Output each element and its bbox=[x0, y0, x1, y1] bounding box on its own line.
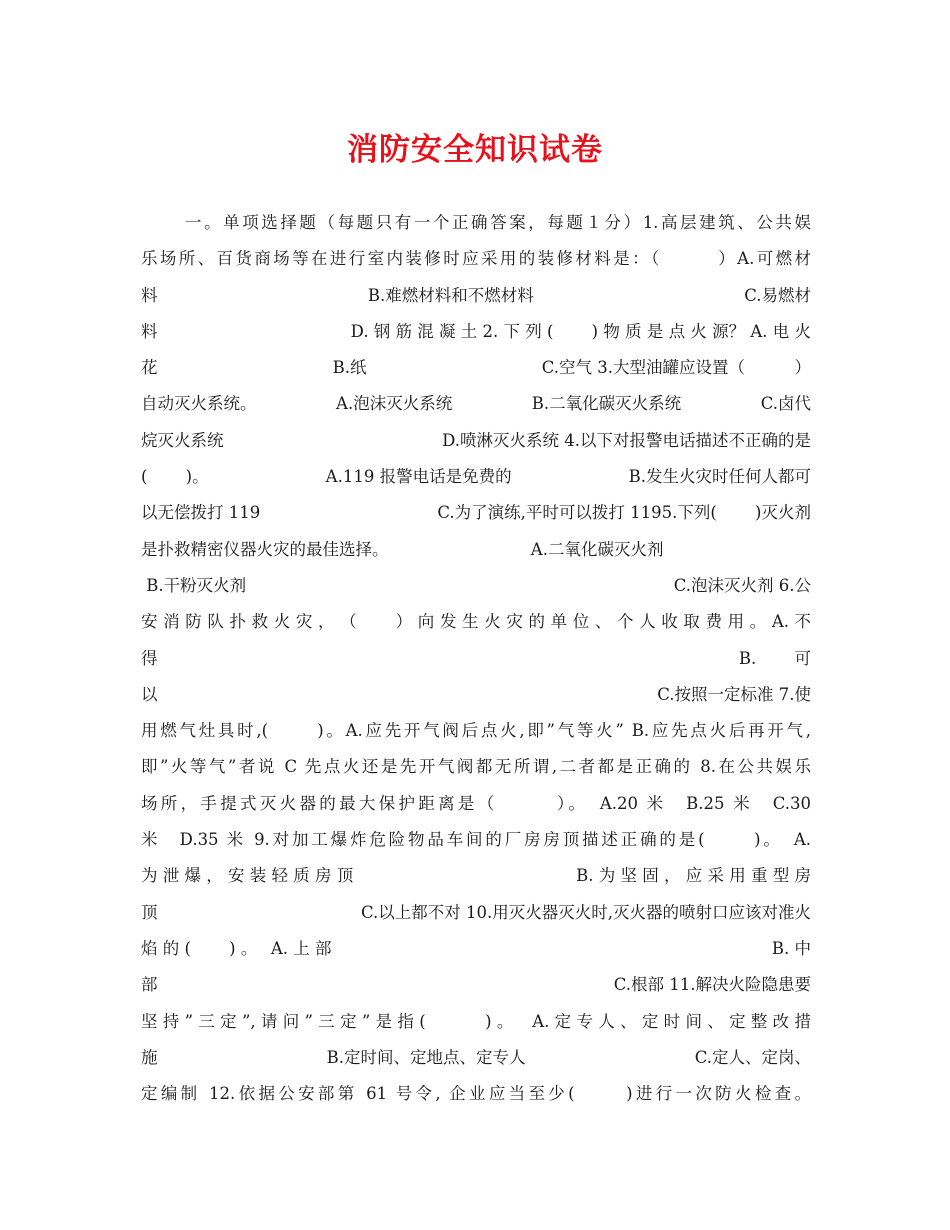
text-segment: 一。单项选择题（每题只有一个正确答案，每题１分）1.高层建筑、公共娱 bbox=[185, 213, 811, 232]
text-segment: A.泡沫灭火系统 bbox=[336, 394, 453, 414]
text-segment: B.干粉灭火剂 bbox=[141, 575, 247, 595]
text-segment: C.按照一定标准 7.使 bbox=[657, 684, 811, 704]
text-segment: A.119 报警电话是免费的 bbox=[325, 467, 512, 487]
text-segment: C.泡沫灭火剂 6.公 bbox=[673, 575, 811, 595]
text-segment: 用燃气灶具时,( )。A.应先开气阀后点火,即”气等火” B.应先点火后再开气, bbox=[141, 721, 811, 741]
text-segment: C.定人、定岗、 bbox=[694, 1047, 811, 1067]
text-segment: 乐场所、百货商场等在进行室内装修时应采用的装修材料是：（ ）A.可燃材 bbox=[141, 249, 811, 269]
text-segment: B. 为 坚 固 ， 应 采 用 重 型 房 bbox=[576, 866, 811, 886]
text-segment: B.纸 bbox=[332, 358, 367, 378]
text-segment: C.为了演练,平时可以拨打 1195.下列( )灭火剂 bbox=[437, 503, 811, 523]
text-segment: 以无偿拨打 119 bbox=[141, 503, 261, 523]
text-segment: 料 bbox=[141, 285, 158, 305]
text-line bbox=[141, 604, 811, 640]
text-segment: 得 bbox=[141, 648, 158, 668]
text-segment: 花 bbox=[141, 358, 158, 378]
text-segment: B. 可 bbox=[738, 648, 811, 668]
text-line bbox=[141, 1076, 811, 1112]
text-line bbox=[141, 459, 811, 495]
text-segment: 米 D.35 米 9.对加工爆炸危险物品车间的厂房房顶描述正确的是( )。 A. bbox=[141, 830, 811, 850]
text-line bbox=[141, 350, 811, 386]
text-line bbox=[141, 495, 811, 531]
text-segment: 以 bbox=[141, 684, 158, 704]
text-line bbox=[141, 931, 811, 967]
text-line bbox=[141, 1004, 811, 1040]
text-segment: 场所，手提式灭火器的最大保护距离是（ ）。 A.20 米 B.25 米 C.30 bbox=[141, 793, 811, 813]
text-segment: 部 bbox=[141, 975, 158, 995]
text-segment: C.卤代 bbox=[760, 394, 811, 414]
text-line bbox=[141, 967, 811, 1003]
text-segment: C.空气 3.大型油罐应设置（ ） bbox=[541, 358, 811, 378]
text-segment: B.二氧化碳灭火系统 bbox=[531, 394, 682, 414]
text-line bbox=[141, 713, 811, 749]
text-line bbox=[141, 822, 811, 858]
document-title: 消防安全知识试卷 bbox=[347, 132, 603, 168]
text-line bbox=[141, 314, 811, 350]
text-segment: C.根部 11.解决火险隐患要 bbox=[613, 975, 811, 995]
text-segment bbox=[806, 532, 811, 568]
text-line bbox=[141, 205, 811, 241]
text-segment: 定编制 12.依据公安部第 61 号令, 企业应当至少( )进行一次防火检查。 bbox=[141, 1084, 811, 1104]
text-segment: B.难燃材料和不燃材料 bbox=[367, 285, 534, 305]
text-line bbox=[141, 677, 811, 713]
text-line bbox=[141, 895, 811, 931]
text-segment: A.二氧化碳灭火剂 bbox=[530, 539, 664, 559]
text-line bbox=[141, 423, 811, 459]
text-segment: 是扑救精密仪器火灾的最佳选择。 bbox=[141, 539, 389, 559]
text-segment: D.喷淋灭火系统 4.以下对报警电话描述不正确的是 bbox=[442, 430, 811, 450]
text-segment: 为 泄 爆 ， 安 装 轻 质 房 顶 bbox=[141, 866, 354, 886]
text-segment: 坚持”三定”,请问”三定”是指( )。 A.定专人、定时间、定整改措 bbox=[141, 1011, 811, 1031]
text-line bbox=[141, 749, 811, 785]
text-segment: C.易燃材 bbox=[744, 285, 811, 305]
text-line bbox=[141, 386, 811, 422]
text-segment: B.发生火灾时任何人都可 bbox=[628, 467, 811, 487]
text-segment: ( )。 bbox=[141, 467, 209, 487]
text-line bbox=[141, 858, 811, 894]
text-line bbox=[141, 278, 811, 314]
text-segment: 施 bbox=[141, 1047, 158, 1067]
text-segment: C.以上都不对 10.用灭火器灭火时,灭火器的喷射口应该对准火 bbox=[360, 902, 811, 922]
text-line bbox=[141, 532, 811, 568]
text-segment: 即”火等气”者说 C 先点火还是先开气阀都无所谓,二者都是正确的 8.在公共娱乐 bbox=[141, 757, 811, 777]
text-segment: 焰 的 ( ) 。 A. 上 部 bbox=[141, 938, 332, 958]
text-segment: B.定时间、定地点、定专人 bbox=[326, 1047, 526, 1067]
question-body bbox=[141, 205, 811, 1112]
text-line bbox=[141, 241, 811, 277]
text-segment: D. 钢 筋 混 凝 土 2. 下 列 ( ) 物 质 是 点 火 源？ A. 电 火 bbox=[350, 321, 811, 341]
text-segment: 料 bbox=[141, 321, 158, 341]
text-segment: B. 中 bbox=[771, 938, 811, 958]
text-line bbox=[141, 1040, 811, 1076]
text-segment: 烷灭火系统 bbox=[141, 430, 224, 450]
text-segment: 安 消 防 队 扑 救 火 灾 ， （ ） 向 发 生 火 灾 的 单 位 、 个 人 收 取 费 用 。 A. 不 bbox=[141, 612, 811, 632]
text-segment: 自动灭火系统。 bbox=[141, 394, 257, 414]
text-line bbox=[141, 568, 811, 604]
text-segment: 顶 bbox=[141, 902, 158, 922]
text-line bbox=[141, 641, 811, 677]
text-line bbox=[141, 786, 811, 822]
